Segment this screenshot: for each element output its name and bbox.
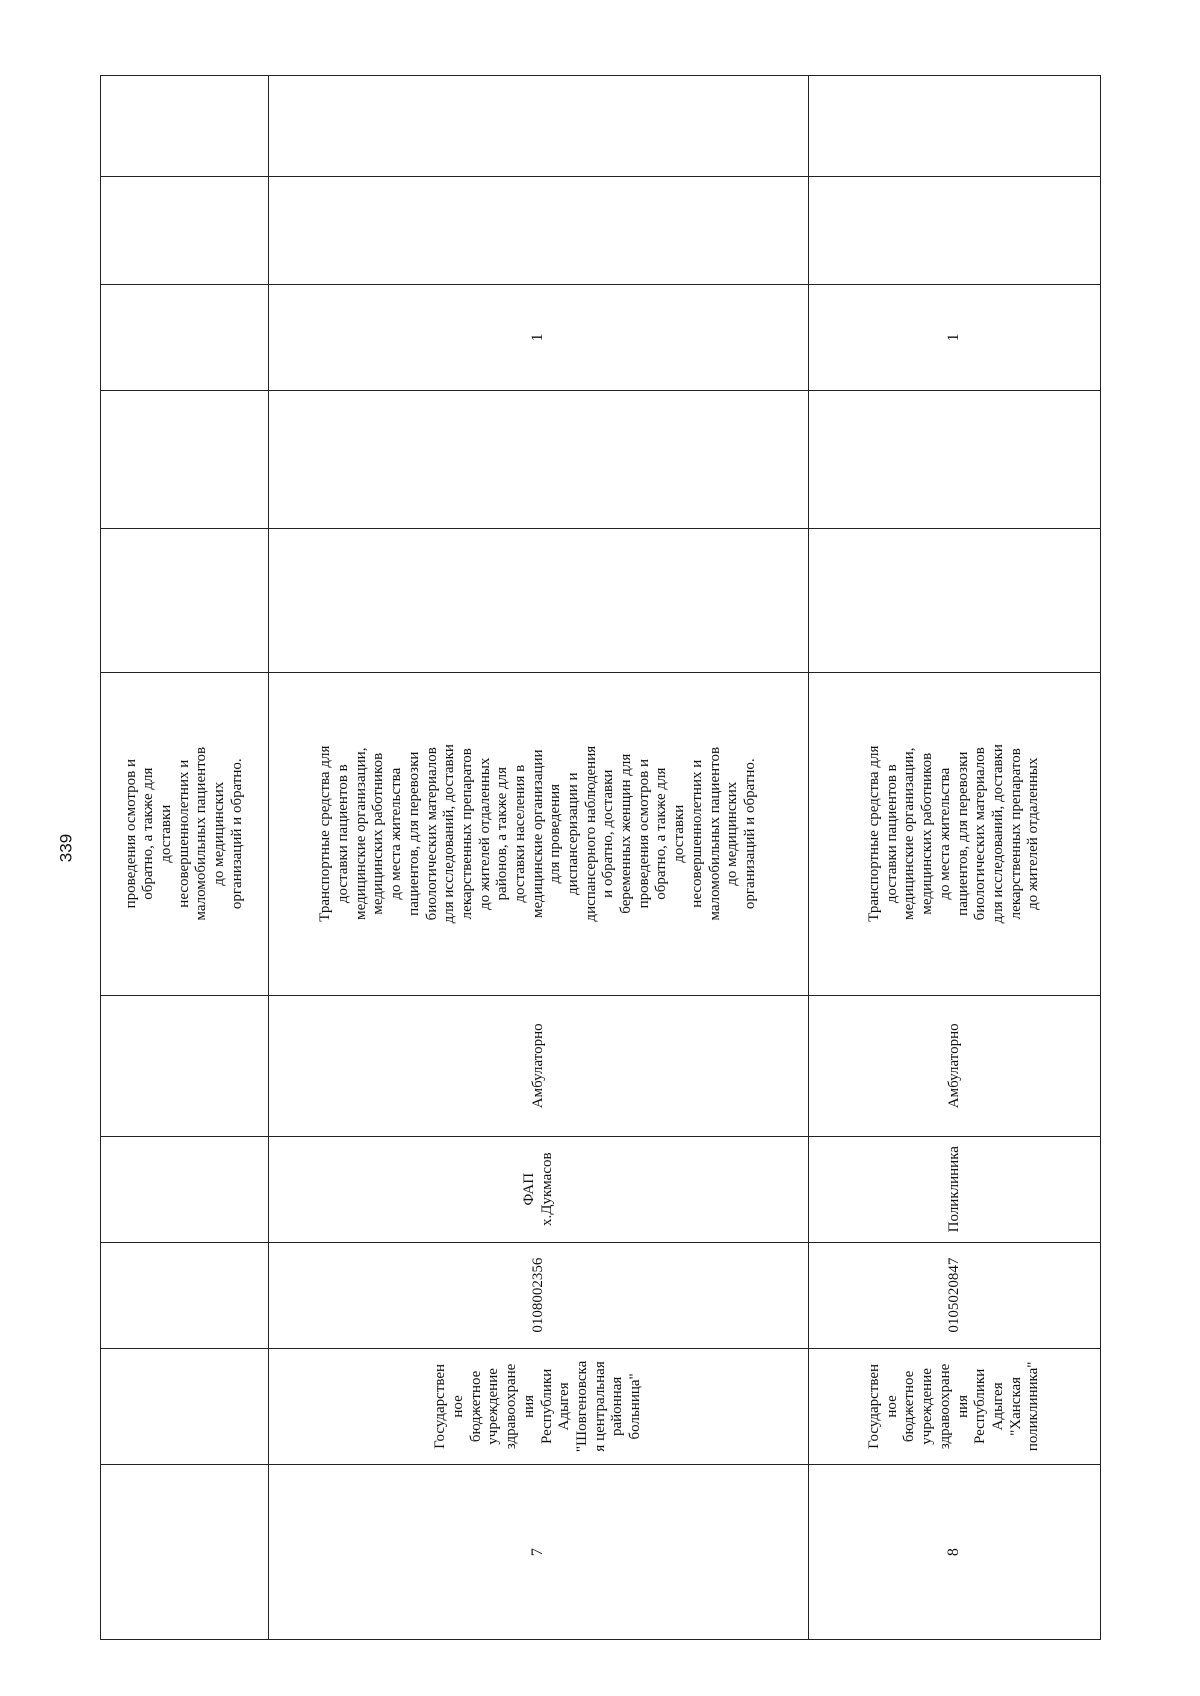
cell-unit: Поликлиника [809, 1136, 1101, 1242]
cell-organization [101, 1348, 269, 1465]
cell-condition: Амбулаторно [269, 995, 809, 1136]
cell-purpose: проведения осмотров и обратно, а также для доставки несовершеннолетних и маломобильных пациентов до медицинских организаций и обратно. [101, 672, 269, 995]
cell-purpose: Транспортные средства для доставки пациентов в медицинские организации, медицинских работников до места жительства пациентов, для перевозки биологических материалов для исследований, доставки лекарственных препаратов до жителей отдаленных [809, 672, 1101, 995]
cell-col9 [101, 284, 269, 390]
cell-col11 [101, 76, 269, 177]
resource-table [100, 75, 1101, 1640]
cell-organization: Государствен ное бюджетное учреждение здравоохране ния Республики Адыгея "Шовгеновска я центральная районная больница" [269, 1348, 809, 1465]
cell-col10 [809, 176, 1101, 284]
cell-col11 [809, 76, 1101, 177]
cell-col7 [101, 528, 269, 672]
table-row [101, 76, 269, 1640]
table-row [809, 76, 1101, 1640]
cell-condition: Амбулаторно [809, 995, 1101, 1136]
cell-purpose: Транспортные средства для доставки пациентов в медицинские организации, медицинских работников до места жительства пациентов, для перевозки биологических материалов для исследований, доставки лекарственных препаратов до жителей отдаленных районов, а также для доставки населения в медицинские организации для проведения диспансеризации и диспансерного наблюдения и обратно, доставки беременных женщин для проведения осмотров и обратно, а также для доставки несовершеннолетних и маломобильных пациентов до медицинских организаций и обратно. [269, 672, 809, 995]
table-row [269, 76, 809, 1640]
cell-organization: Государствен ное бюджетное учреждение здравоохране ния Республики Адыгея "Ханская поликлиника" [809, 1348, 1101, 1465]
cell-col8 [101, 390, 269, 528]
cell-col8 [809, 390, 1101, 528]
cell-col7 [269, 528, 809, 672]
cell-unit: ФАП х.Дукмасов [269, 1136, 809, 1242]
cell-number [101, 1465, 269, 1640]
cell-condition [101, 995, 269, 1136]
cell-col11 [269, 76, 809, 177]
cell-col9: 1 [809, 284, 1101, 390]
page-number: 339 [56, 833, 76, 863]
cell-inn: 0108002356 [269, 1242, 809, 1348]
cell-col9: 1 [269, 284, 809, 390]
cell-number: 8 [809, 1465, 1101, 1640]
rotated-page-content [100, 75, 1100, 1640]
cell-inn: 0105020847 [809, 1242, 1101, 1348]
cell-col10 [269, 176, 809, 284]
cell-col7 [809, 528, 1101, 672]
cell-col8 [269, 390, 809, 528]
cell-unit [101, 1136, 269, 1242]
cell-number: 7 [269, 1465, 809, 1640]
cell-col10 [101, 176, 269, 284]
cell-inn [101, 1242, 269, 1348]
